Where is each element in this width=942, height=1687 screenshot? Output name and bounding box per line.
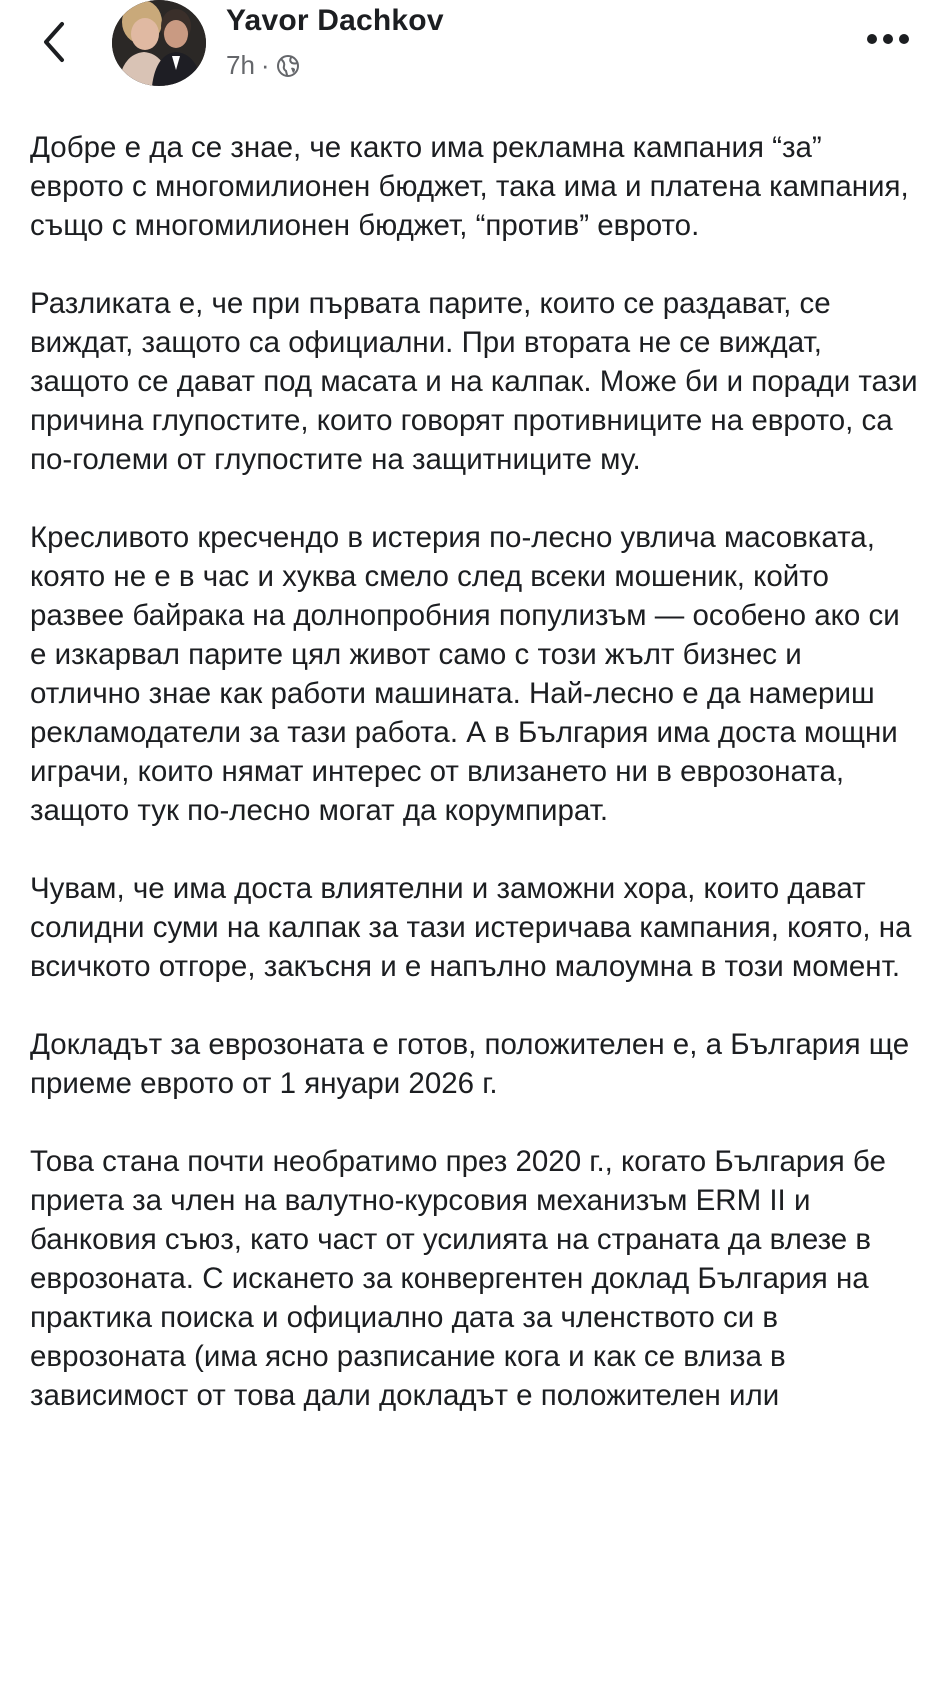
post-paragraph: Докладът за еврозоната е готов, положителен е, а България ще приеме еврото от 1 януари 2026 г.	[30, 1028, 910, 1100]
post-paragraph: Това стана почти необратимо през 2020 г., когато България бе приета за член на валутно-курсовия механизъм ERM II и банковия съюз, като част от усилията на страната да влезе в еврозоната. С искането за конвергентен доклад България на практика поиска и официално дата за членството си в еврозоната (има ясно разписание кога и как се влиза в зависимост от това дали докладът е положителен или	[30, 1145, 886, 1412]
post-text	[30, 128, 920, 1415]
chevron-left-icon	[40, 19, 68, 65]
avatar-photo	[112, 0, 206, 86]
post-timestamp[interactable]: 7h	[226, 50, 255, 80]
globe-icon[interactable]	[276, 54, 300, 78]
post-paragraph: Чувам, че има доста влиятелни и заможни хора, които дават солидни суми на калпак за тази истеричава кампания, която, на всичкото отгоре, закъсня и е напълно малоумна в този момент.	[30, 872, 912, 983]
post-paragraph: Добре е да се знае, че както има рекламна кампания “за” еврото с многомилионен бюджет, така има и платена кампания, също с многомилионен бюджет, “против” еврото.	[30, 131, 909, 242]
avatar[interactable]	[112, 0, 206, 86]
meta-separator: ·	[260, 50, 270, 80]
back-button[interactable]	[34, 12, 74, 72]
post-header	[0, 0, 942, 100]
post-paragraph: Разликата е, че при първата парите, които се раздават, се виждат, защото са официални. При втората не се виждат, защото се дават под масата и на калпак. Може би и поради тази причина глупостите, които говорят противниците на еврото, са по-големи от глупостите на защитниците му.	[30, 287, 918, 476]
more-options-button[interactable]	[862, 24, 914, 54]
post-paragraph: Кресливото кресчендо в истерия по-лесно увлича масовката, която не е в час и хуква смело след всеки мошеник, който развее байрака на долнопробния популизъм — особено ако си е изкарвал парите цял живот само с този жълт бизнес и отлично знае как работи машината. Най-лесно е да намериш рекламодатели за тази работа. А в България има доста мощни играчи, които нямат интерес от влизането ни в еврозоната, защото тук по-лесно могат да корумпират.	[30, 521, 900, 827]
author-name[interactable]: Yavor Dachkov	[226, 4, 444, 37]
more-horizontal-icon	[866, 33, 910, 45]
post-meta	[226, 50, 300, 81]
